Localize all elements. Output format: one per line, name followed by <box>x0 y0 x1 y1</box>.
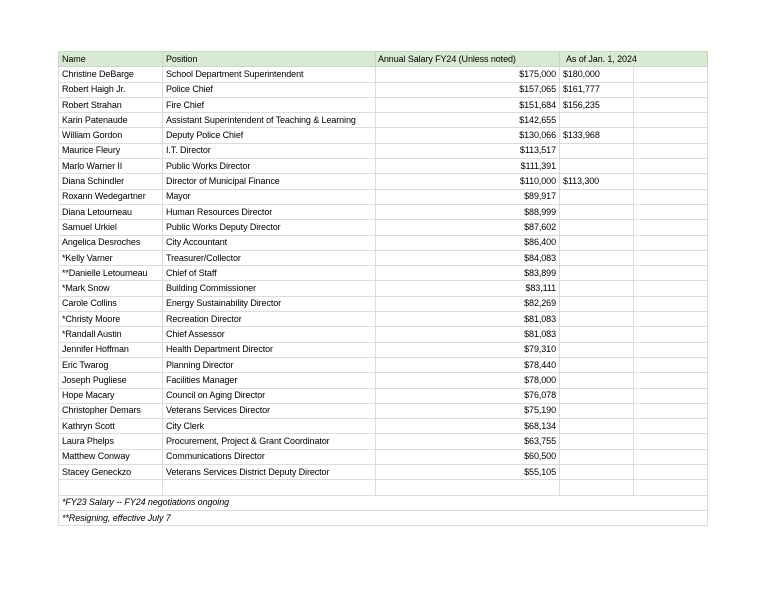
cell-jan <box>560 388 634 403</box>
cell-position: School Department Superintendent <box>163 67 376 82</box>
cell-empty <box>634 281 708 296</box>
cell-name: Hope Macary <box>59 388 163 403</box>
cell-jan: $156,235 <box>560 97 634 112</box>
cell-position: Procurement, Project & Grant Coordinator <box>163 434 376 449</box>
cell-empty <box>634 159 708 174</box>
salary-table-body <box>59 52 708 526</box>
cell-jan <box>560 419 634 434</box>
cell-salary: $88,999 <box>376 204 560 219</box>
cell-position: Chief Assessor <box>163 327 376 342</box>
cell-position: Health Department Director <box>163 342 376 357</box>
cell-jan <box>560 189 634 204</box>
cell-empty <box>163 480 376 495</box>
cell-empty <box>634 480 708 495</box>
cell-jan <box>560 449 634 464</box>
table-row <box>59 143 708 158</box>
cell-jan <box>560 357 634 372</box>
cell-jan: $113,300 <box>560 174 634 189</box>
table-row <box>59 67 708 82</box>
cell-name: Eric Twarog <box>59 357 163 372</box>
cell-empty <box>634 403 708 418</box>
cell-jan <box>560 143 634 158</box>
cell-salary: $110,000 <box>376 174 560 189</box>
cell-salary: $157,065 <box>376 82 560 97</box>
cell-name: Roxann Wedegartner <box>59 189 163 204</box>
cell-empty <box>634 388 708 403</box>
table-row <box>59 465 708 480</box>
table-row <box>59 220 708 235</box>
cell-empty <box>634 143 708 158</box>
cell-salary: $63,755 <box>376 434 560 449</box>
cell-empty <box>634 434 708 449</box>
cell-jan <box>560 312 634 327</box>
table-row <box>59 128 708 143</box>
table-row <box>59 97 708 112</box>
blank-row <box>59 480 708 495</box>
cell-name: Diana Letourneau <box>59 204 163 219</box>
cell-position: Director of Municipal Finance <box>163 174 376 189</box>
cell-position: Energy Sustainability Director <box>163 296 376 311</box>
table-row <box>59 266 708 281</box>
cell-name: Laura Phelps <box>59 434 163 449</box>
cell-jan <box>560 250 634 265</box>
cell-name: Kathryn Scott <box>59 419 163 434</box>
cell-name: Carole Collins <box>59 296 163 311</box>
cell-position: Veterans Services District Deputy Director <box>163 465 376 480</box>
cell-name: *Christy Moore <box>59 312 163 327</box>
cell-salary: $78,000 <box>376 373 560 388</box>
cell-jan <box>560 159 634 174</box>
cell-salary: $79,310 <box>376 342 560 357</box>
cell-name: Matthew Conway <box>59 449 163 464</box>
cell-position: Treasurer/Collector <box>163 250 376 265</box>
table-row <box>59 357 708 372</box>
cell-name: **Danielle Letourneau <box>59 266 163 281</box>
cell-salary: $82,269 <box>376 296 560 311</box>
cell-position: Assistant Superintendent of Teaching & Learning <box>163 113 376 128</box>
cell-empty <box>634 419 708 434</box>
cell-empty <box>634 449 708 464</box>
cell-jan: $161,777 <box>560 82 634 97</box>
cell-empty <box>634 128 708 143</box>
cell-position: Recreation Director <box>163 312 376 327</box>
salary-table <box>58 51 708 526</box>
cell-empty <box>634 67 708 82</box>
cell-position: City Accountant <box>163 235 376 250</box>
cell-name: Angelica Desroches <box>59 235 163 250</box>
table-row <box>59 189 708 204</box>
cell-position: Veterans Services Director <box>163 403 376 418</box>
footnote: *FY23 Salary -- FY24 negotiations ongoing <box>59 495 708 510</box>
cell-position: Fire Chief <box>163 97 376 112</box>
cell-jan <box>560 113 634 128</box>
cell-empty <box>634 235 708 250</box>
cell-name: Christine DeBarge <box>59 67 163 82</box>
cell-position: Human Resources Director <box>163 204 376 219</box>
cell-position: Communications Director <box>163 449 376 464</box>
cell-position: Public Works Deputy Director <box>163 220 376 235</box>
cell-jan <box>560 220 634 235</box>
cell-salary: $83,899 <box>376 266 560 281</box>
cell-empty <box>634 465 708 480</box>
cell-name: Samuel Urkiel <box>59 220 163 235</box>
table-row <box>59 388 708 403</box>
cell-jan <box>560 235 634 250</box>
cell-salary: $130,066 <box>376 128 560 143</box>
cell-position: Building Commissioner <box>163 281 376 296</box>
cell-salary: $83,111 <box>376 281 560 296</box>
cell-position: City Clerk <box>163 419 376 434</box>
table-row <box>59 281 708 296</box>
cell-name: *Kelly Varner <box>59 250 163 265</box>
cell-salary: $111,391 <box>376 159 560 174</box>
cell-empty <box>560 480 634 495</box>
cell-position: Council on Aging Director <box>163 388 376 403</box>
cell-empty <box>59 480 163 495</box>
table-row <box>59 419 708 434</box>
cell-salary: $78,440 <box>376 357 560 372</box>
cell-salary: $75,190 <box>376 403 560 418</box>
cell-position: Public Works Director <box>163 159 376 174</box>
cell-name: Marlo Warner II <box>59 159 163 174</box>
table-row <box>59 235 708 250</box>
cell-salary: $86,400 <box>376 235 560 250</box>
cell-name: Karin Patenaude <box>59 113 163 128</box>
table-row <box>59 434 708 449</box>
cell-name: Stacey Geneckzo <box>59 465 163 480</box>
cell-name: Joseph Pugliese <box>59 373 163 388</box>
table-row <box>59 82 708 97</box>
cell-salary: $89,917 <box>376 189 560 204</box>
cell-salary: $68,134 <box>376 419 560 434</box>
cell-jan <box>560 373 634 388</box>
cell-empty <box>634 97 708 112</box>
cell-name: William Gordon <box>59 128 163 143</box>
cell-position: Facilities Manager <box>163 373 376 388</box>
note-row <box>59 495 708 510</box>
cell-salary: $113,517 <box>376 143 560 158</box>
cell-salary: $151,684 <box>376 97 560 112</box>
cell-name: Robert Strahan <box>59 97 163 112</box>
cell-empty <box>634 250 708 265</box>
table-row <box>59 204 708 219</box>
cell-salary: $55,105 <box>376 465 560 480</box>
cell-empty <box>634 342 708 357</box>
header-salary: Annual Salary FY24 (Unless noted) <box>376 52 560 67</box>
cell-salary: $175,000 <box>376 67 560 82</box>
header-name: Name <box>59 52 163 67</box>
cell-jan <box>560 465 634 480</box>
table-row <box>59 159 708 174</box>
header-row <box>59 52 708 67</box>
cell-name: Diana Schindler <box>59 174 163 189</box>
table-row <box>59 327 708 342</box>
cell-salary: $60,500 <box>376 449 560 464</box>
cell-empty <box>634 113 708 128</box>
cell-empty <box>634 82 708 97</box>
cell-jan: $180,000 <box>560 67 634 82</box>
cell-position: Planning Director <box>163 357 376 372</box>
table-row <box>59 373 708 388</box>
cell-empty <box>376 480 560 495</box>
cell-empty <box>634 174 708 189</box>
cell-jan: $133,968 <box>560 128 634 143</box>
note-row <box>59 510 708 525</box>
cell-name: *Mark Snow <box>59 281 163 296</box>
table-row <box>59 174 708 189</box>
table-row <box>59 342 708 357</box>
cell-name: Maurice Fleury <box>59 143 163 158</box>
cell-position: Police Chief <box>163 82 376 97</box>
cell-position: Chief of Staff <box>163 266 376 281</box>
cell-salary: $87,602 <box>376 220 560 235</box>
cell-salary: $81,083 <box>376 327 560 342</box>
cell-position: I.T. Director <box>163 143 376 158</box>
cell-jan <box>560 342 634 357</box>
cell-empty <box>634 266 708 281</box>
cell-salary: $76,078 <box>376 388 560 403</box>
cell-name: Jennifer Hoffman <box>59 342 163 357</box>
footnote: **Resigning, effective July 7 <box>59 510 708 525</box>
cell-empty <box>634 220 708 235</box>
cell-empty <box>634 312 708 327</box>
cell-empty <box>634 189 708 204</box>
table-row <box>59 296 708 311</box>
cell-jan <box>560 434 634 449</box>
cell-salary: $81,083 <box>376 312 560 327</box>
cell-empty <box>634 357 708 372</box>
table-row <box>59 449 708 464</box>
cell-empty <box>634 373 708 388</box>
cell-jan <box>560 296 634 311</box>
table-row <box>59 312 708 327</box>
cell-name: *Randall Austin <box>59 327 163 342</box>
cell-salary: $142,655 <box>376 113 560 128</box>
header-jan: As of Jan. 1, 2024 <box>560 52 708 67</box>
table-row <box>59 250 708 265</box>
cell-empty <box>634 296 708 311</box>
cell-empty <box>634 327 708 342</box>
cell-jan <box>560 204 634 219</box>
cell-jan <box>560 266 634 281</box>
table-row <box>59 403 708 418</box>
cell-name: Christopher Demars <box>59 403 163 418</box>
header-position: Position <box>163 52 376 67</box>
cell-jan <box>560 403 634 418</box>
cell-empty <box>634 204 708 219</box>
cell-salary: $84,083 <box>376 250 560 265</box>
cell-position: Mayor <box>163 189 376 204</box>
cell-name: Robert Haigh Jr. <box>59 82 163 97</box>
cell-jan <box>560 281 634 296</box>
cell-position: Deputy Police Chief <box>163 128 376 143</box>
table-row <box>59 113 708 128</box>
cell-jan <box>560 327 634 342</box>
